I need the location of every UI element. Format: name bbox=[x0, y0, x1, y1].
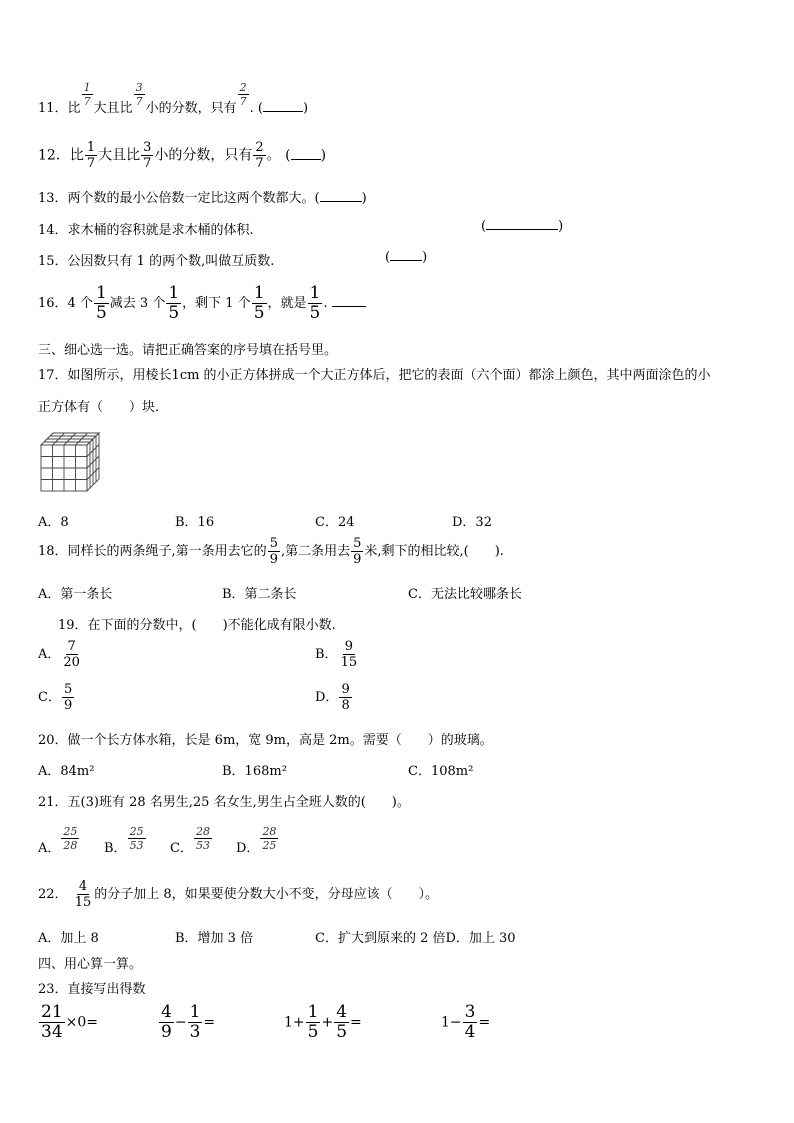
fraction: $\frac{1}{7}$ bbox=[86, 140, 96, 171]
expression-1: $\frac{21}{34}$ ×0= bbox=[41, 1002, 99, 1042]
option-b[interactable]: B． $\frac{9}{15}$ bbox=[315, 639, 358, 670]
option-a[interactable]: A．84m² bbox=[38, 764, 95, 779]
question-11: 11．比 $\frac{1}{7}$ 大且比 $\frac{3}{7}$ 小的分数，只有 $\frac{2}{7}$ . ( ) bbox=[38, 81, 309, 116]
fraction: $\frac{1}{5}$ bbox=[309, 283, 321, 323]
fraction: $\frac{5}{9}$ bbox=[63, 682, 73, 713]
option-b[interactable]: B．168m² bbox=[222, 764, 287, 779]
answer-blank[interactable] bbox=[320, 201, 362, 202]
fraction: $\frac{25}{28}$ bbox=[63, 825, 78, 852]
fraction: $\frac{7}{20}$ bbox=[63, 639, 80, 670]
answer-blank[interactable] bbox=[486, 229, 558, 230]
fraction: $\frac{5}{9}$ bbox=[353, 536, 362, 567]
fraction: $\frac{1}{5}$ bbox=[253, 283, 265, 323]
answer-blank[interactable] bbox=[390, 260, 422, 261]
fraction: $\frac{1}{7}$ bbox=[83, 81, 91, 108]
option-a[interactable]: A．第一条长 bbox=[38, 587, 113, 602]
fraction: $\frac{3}{7}$ bbox=[143, 140, 152, 171]
option-b[interactable]: B．第二条长 bbox=[222, 587, 297, 602]
question-19: 19．在下面的分数中，( )不能化成有限小数. bbox=[58, 618, 336, 633]
option-a[interactable]: A． $\frac{7}{20}$ bbox=[38, 639, 80, 670]
option-d[interactable]: D． $\frac{28}{25}$ bbox=[236, 825, 277, 856]
option-b[interactable]: B．增加 3 倍 bbox=[175, 931, 254, 946]
fraction: $\frac{28}{53}$ bbox=[195, 825, 210, 852]
fraction: $\frac{4}{9}$ bbox=[161, 1002, 172, 1042]
fraction: $\frac{9}{15}$ bbox=[340, 639, 358, 670]
option-c[interactable]: C．无法比较哪条长 bbox=[408, 587, 522, 602]
fraction: $\frac{9}{8}$ bbox=[341, 682, 350, 713]
fraction: $\frac{3}{4}$ bbox=[464, 1002, 476, 1042]
option-d[interactable]: D． $\frac{9}{8}$ bbox=[315, 682, 350, 713]
answer-blank[interactable] bbox=[291, 159, 321, 160]
section-4-heading: 四、用心算一算。 bbox=[38, 957, 143, 972]
option-d[interactable]: D．32 bbox=[452, 515, 492, 530]
question-23: 23．直接写出得数 bbox=[38, 982, 146, 997]
fraction: $\frac{4}{5}$ bbox=[336, 1002, 348, 1042]
answer-blank[interactable] bbox=[332, 306, 366, 307]
option-c-d[interactable]: C．扩大到原来的 2 倍D．加上 30 bbox=[315, 931, 516, 946]
question-16: 16．4 个 $\frac{1}{5}$ 减去 3 个 $\frac{1}{5}$ ，剩下 1 个 $\frac{1}{5}$ ，就是 $\frac{1}{5}$ . bbox=[38, 285, 366, 322]
question-15: 15．公因数只有 1 的两个数,叫做互质数. bbox=[38, 254, 275, 269]
expression-4: 1− $\frac{3}{4}$ = bbox=[441, 1002, 491, 1042]
option-b[interactable]: B． $\frac{25}{53}$ bbox=[104, 825, 144, 856]
fraction: $\frac{1}{5}$ bbox=[168, 283, 180, 323]
question-number: 11． bbox=[38, 101, 68, 116]
option-c[interactable]: C．24 bbox=[315, 515, 355, 530]
option-c[interactable]: C．108m² bbox=[408, 764, 474, 779]
fraction: $\frac{2}{7}$ bbox=[255, 140, 264, 171]
question-17-line1: 17．如图所示，用棱长1cm 的小正方体拼成一个大正方体后，把它的表面（六个面）都涂上颜色，其中两面涂色的小 bbox=[38, 368, 711, 383]
fraction: $\frac{3}{7}$ bbox=[135, 81, 143, 108]
fraction: $\frac{1}{3}$ bbox=[189, 1002, 201, 1042]
option-c[interactable]: C． $\frac{28}{53}$ bbox=[170, 825, 210, 856]
fraction: $\frac{1}{5}$ bbox=[95, 283, 107, 323]
expression-3: 1+ $\frac{1}{5}$ + $\frac{4}{5}$ = bbox=[284, 1002, 362, 1042]
fraction: $\frac{1}{5}$ bbox=[307, 1002, 319, 1042]
section-3-heading: 三、细心选一选。请把正确答案的序号填在括号里。 bbox=[38, 343, 338, 358]
answer-blank[interactable] bbox=[263, 111, 303, 112]
answer-bracket: ( ) bbox=[385, 250, 428, 265]
answer-bracket: ( ) bbox=[481, 219, 564, 234]
option-a[interactable]: A．加上 8 bbox=[38, 931, 99, 946]
fraction: $\frac{28}{25}$ bbox=[262, 825, 277, 852]
fraction: $\frac{25}{53}$ bbox=[129, 825, 144, 852]
question-22: 22． $\frac{4}{15}$ 的分子加上 8，如果要使分数大小不变，分母应该（ ）。 bbox=[38, 879, 439, 910]
option-a[interactable]: A． $\frac{25}{28}$ bbox=[38, 825, 78, 856]
option-c[interactable]: C． $\frac{5}{9}$ bbox=[38, 682, 73, 713]
fraction: $\frac{4}{15}$ bbox=[74, 879, 92, 910]
cube-figure bbox=[38, 430, 104, 494]
question-17-line2: 正方体有（ ）块. bbox=[38, 400, 160, 415]
expression-2: $\frac{4}{9}$ − $\frac{1}{3}$ = bbox=[161, 1002, 216, 1042]
fraction: $\frac{2}{7}$ bbox=[239, 81, 247, 108]
fraction: $\frac{21}{34}$ bbox=[41, 1002, 63, 1042]
question-18: 18．同样长的两条绳子,第一条用去它的 $\frac{5}{9}$ ,第二条用去 $\frac{5}{9}$ 米,剩下的相比较,( ). bbox=[38, 536, 504, 567]
question-13: 13．两个数的最小公倍数一定比这两个数都大。( ) bbox=[38, 191, 367, 206]
option-a[interactable]: A．8 bbox=[38, 515, 69, 530]
question-20: 20．做一个长方体水箱，长是 6m，宽 9m，高是 2m。需要（ ）的玻璃。 bbox=[38, 733, 493, 748]
option-b[interactable]: B．16 bbox=[175, 515, 215, 530]
question-21: 21．五(3)班有 28 名男生,25 名女生,男生占全班人数的( )。 bbox=[38, 795, 410, 810]
question-14: 14．求木桶的容积就是求木桶的体积. bbox=[38, 223, 254, 238]
fraction: $\frac{5}{9}$ bbox=[269, 536, 278, 567]
question-12: 12．比 $\frac{1}{7}$ 大且比 $\frac{3}{7}$ 小的分数，只有 $\frac{2}{7}$ 。 ( ) bbox=[38, 140, 327, 171]
